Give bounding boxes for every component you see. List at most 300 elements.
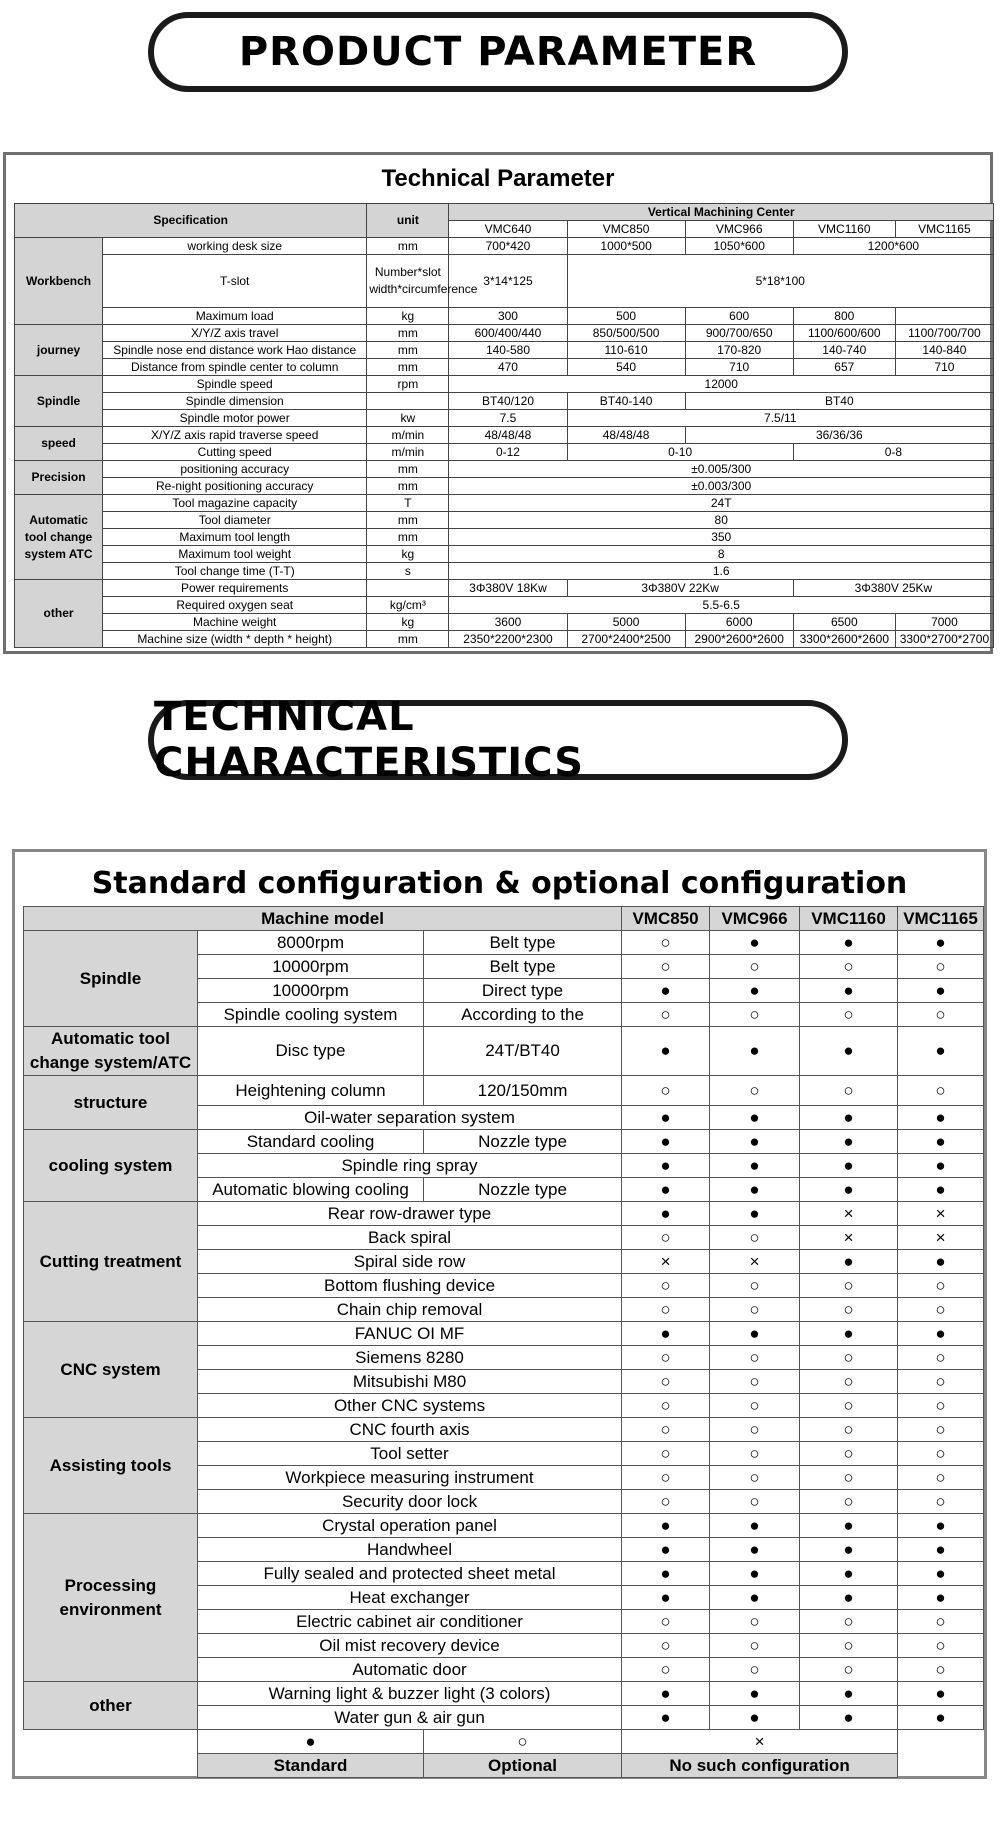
- config-mark: ●: [710, 1106, 800, 1130]
- feature-type: 120/150mm: [424, 1076, 622, 1106]
- table-row: [15, 495, 994, 512]
- param-name: Machine weight: [103, 614, 367, 631]
- config-mark: ○: [898, 1466, 984, 1490]
- feature-name: Water gun & air gun: [198, 1706, 622, 1730]
- param-value: 710: [685, 359, 793, 376]
- feature-name: Rear row-drawer type: [198, 1202, 622, 1226]
- config-mark: ●: [710, 1562, 800, 1586]
- group-label: Spindle: [15, 376, 103, 427]
- param-value: 140-740: [793, 342, 895, 359]
- table-row: [15, 393, 994, 410]
- table-row: [15, 376, 994, 393]
- feature-name: FANUC OI MF: [198, 1322, 622, 1346]
- param-name: working desk size: [103, 238, 367, 255]
- config-mark: ●: [898, 1682, 984, 1706]
- config-mark: ○: [622, 1274, 710, 1298]
- group-label: structure: [24, 1076, 198, 1130]
- spec-header: Specification: [15, 204, 367, 238]
- param-value: 48/48/48: [449, 427, 567, 444]
- param-unit: mm: [367, 461, 449, 478]
- legend-optional-symbol: ○: [424, 1730, 622, 1754]
- config-mark: ○: [622, 1490, 710, 1514]
- config-mark: ○: [800, 1490, 898, 1514]
- table-row: [15, 427, 994, 444]
- feature-name: 10000rpm: [198, 955, 424, 979]
- param-name: Maximum load: [103, 308, 367, 325]
- param-value: 3Φ380V 22Kw: [567, 580, 793, 597]
- param-value: 48/48/48: [567, 427, 685, 444]
- legend-none-symbol: ×: [622, 1730, 898, 1754]
- param-value: 7000: [895, 614, 993, 631]
- param-value: 5000: [567, 614, 685, 631]
- param-unit: mm: [367, 359, 449, 376]
- config-mark: ●: [800, 1682, 898, 1706]
- table-row: [24, 907, 984, 931]
- param-unit: kg: [367, 614, 449, 631]
- feature-name: Crystal operation panel: [198, 1514, 622, 1538]
- param-unit: m/min: [367, 427, 449, 444]
- config-mark: ○: [622, 1610, 710, 1634]
- feature-name: Electric cabinet air conditioner: [198, 1610, 622, 1634]
- param-value: 3Φ380V 18Kw: [449, 580, 567, 597]
- config-mark: ×: [898, 1226, 984, 1250]
- param-unit: m/min: [367, 444, 449, 461]
- table-row: [15, 512, 994, 529]
- config-mark: ○: [800, 1346, 898, 1370]
- config-mark: ○: [710, 1274, 800, 1298]
- config-mark: ○: [898, 1370, 984, 1394]
- feature-name: Tool setter: [198, 1442, 622, 1466]
- model-header: VMC1165: [898, 907, 984, 931]
- param-value: 36/36/36: [685, 427, 993, 444]
- config-mark: ○: [898, 1003, 984, 1027]
- technical-parameter-panel: [3, 152, 993, 654]
- configuration-panel: [12, 849, 987, 1779]
- group-label: Assisting tools: [24, 1418, 198, 1514]
- feature-name: Handwheel: [198, 1538, 622, 1562]
- config-mark: ●: [710, 931, 800, 955]
- config-mark: ○: [800, 1466, 898, 1490]
- config-mark: ●: [800, 1130, 898, 1154]
- config-mark: ●: [898, 1322, 984, 1346]
- param-value: 80: [449, 512, 994, 529]
- config-mark: ●: [800, 1322, 898, 1346]
- model-header: VMC850: [622, 907, 710, 931]
- param-value: 1000*500: [567, 238, 685, 255]
- config-mark: ○: [622, 1394, 710, 1418]
- config-mark: ●: [898, 1027, 984, 1076]
- feature-type: Nozzle type: [424, 1130, 622, 1154]
- config-mark: ○: [898, 1274, 984, 1298]
- table-row: [15, 580, 994, 597]
- group-label: other: [15, 580, 103, 648]
- config-mark: ●: [710, 1586, 800, 1610]
- config-mark: ○: [898, 1442, 984, 1466]
- param-value: 2700*2400*2500: [567, 631, 685, 648]
- table-row: [15, 255, 994, 308]
- config-mark: ○: [710, 1076, 800, 1106]
- param-value: 3*14*125: [449, 255, 567, 308]
- group-label: speed: [15, 427, 103, 461]
- feature-name: Automatic door: [198, 1658, 622, 1682]
- param-value: 2350*2200*2300: [449, 631, 567, 648]
- param-value: 2900*2600*2600: [685, 631, 793, 648]
- param-unit: mm: [367, 325, 449, 342]
- legend-label-row: [24, 1754, 984, 1778]
- technical-characteristics-heading: TECHNICAL CHARACTERISTICS: [154, 694, 585, 786]
- table-row: [15, 342, 994, 359]
- config-mark: ○: [898, 1346, 984, 1370]
- table-row: [15, 308, 994, 325]
- config-mark: ●: [710, 979, 800, 1003]
- config-mark: ○: [622, 1418, 710, 1442]
- group-label: Workbench: [15, 238, 103, 325]
- param-value: 900/700/650: [685, 325, 793, 342]
- config-mark: ×: [710, 1250, 800, 1274]
- param-unit: rpm: [367, 376, 449, 393]
- config-mark: ●: [800, 1250, 898, 1274]
- param-value: BT40/120: [449, 393, 567, 410]
- param-value: 8: [449, 546, 994, 563]
- legend-optional-label: Optional: [424, 1754, 622, 1778]
- feature-name: Spindle ring spray: [198, 1154, 622, 1178]
- param-value: 1050*600: [685, 238, 793, 255]
- group-label: other: [24, 1682, 198, 1730]
- table-row: [15, 461, 994, 478]
- config-mark: ●: [898, 1178, 984, 1202]
- config-mark: ○: [898, 1610, 984, 1634]
- config-mark: ●: [800, 1154, 898, 1178]
- config-mark: ●: [800, 979, 898, 1003]
- config-mark: ●: [622, 1682, 710, 1706]
- param-value: 6500: [793, 614, 895, 631]
- legend-spacer: [24, 1754, 198, 1778]
- param-value: BT40: [685, 393, 993, 410]
- feature-name: Security door lock: [198, 1490, 622, 1514]
- table-row: [15, 478, 994, 495]
- config-mark: ○: [710, 1003, 800, 1027]
- table-row: [15, 563, 994, 580]
- feature-name: Spindle cooling system: [198, 1003, 424, 1027]
- table-row: [15, 631, 994, 648]
- group-label: CNC system: [24, 1322, 198, 1418]
- table-row: [24, 1682, 984, 1706]
- config-mark: ●: [800, 1562, 898, 1586]
- config-mark: ○: [800, 1076, 898, 1106]
- param-value: 350: [449, 529, 994, 546]
- config-mark: ○: [898, 1658, 984, 1682]
- config-mark: ○: [622, 1442, 710, 1466]
- feature-name: Disc type: [198, 1027, 424, 1076]
- param-name: Distance from spindle center to column: [103, 359, 367, 376]
- config-mark: ○: [800, 1003, 898, 1027]
- config-mark: ○: [800, 1298, 898, 1322]
- config-mark: ●: [898, 1130, 984, 1154]
- config-mark: ●: [898, 1586, 984, 1610]
- param-value: 600: [685, 308, 793, 325]
- config-mark: ●: [622, 1202, 710, 1226]
- config-mark: ○: [800, 1394, 898, 1418]
- config-mark: ●: [710, 1178, 800, 1202]
- table-row: [15, 359, 994, 376]
- config-mark: ○: [800, 1610, 898, 1634]
- config-mark: ○: [898, 955, 984, 979]
- param-value: 1200*600: [793, 238, 993, 255]
- config-mark: ○: [622, 1226, 710, 1250]
- config-mark: ×: [800, 1226, 898, 1250]
- technical-parameter-table: [14, 203, 994, 648]
- feature-name: Heat exchanger: [198, 1586, 622, 1610]
- param-value: 500: [567, 308, 685, 325]
- config-mark: ○: [898, 1418, 984, 1442]
- config-mark: ●: [800, 1706, 898, 1730]
- feature-name: Standard cooling: [198, 1130, 424, 1154]
- config-mark: ○: [800, 1418, 898, 1442]
- config-mark: ○: [800, 1658, 898, 1682]
- table-row: [15, 444, 994, 461]
- config-mark: ●: [622, 1322, 710, 1346]
- config-mark: ○: [710, 1394, 800, 1418]
- config-mark: ●: [898, 979, 984, 1003]
- config-mark: ●: [710, 1027, 800, 1076]
- param-value: 800: [793, 308, 895, 325]
- vmc-header: Vertical Machining Center: [449, 204, 994, 221]
- config-mark: ●: [622, 1106, 710, 1130]
- param-unit: [367, 393, 449, 410]
- group-label: journey: [15, 325, 103, 376]
- param-name: Tool change time (T-T): [103, 563, 367, 580]
- param-name: positioning accuracy: [103, 461, 367, 478]
- param-value: 540: [567, 359, 685, 376]
- param-unit: [367, 580, 449, 597]
- machine-model-header: Machine model: [24, 907, 622, 931]
- feature-type: According to the: [424, 1003, 622, 1027]
- config-mark: ●: [622, 1130, 710, 1154]
- param-value: 0-8: [793, 444, 993, 461]
- table-row: [15, 204, 994, 221]
- param-unit: mm: [367, 631, 449, 648]
- model-header: VMC966: [685, 221, 793, 238]
- config-mark: ●: [622, 1706, 710, 1730]
- feature-name: 8000rpm: [198, 931, 424, 955]
- param-value: 140-840: [895, 342, 993, 359]
- param-value: 0-10: [567, 444, 793, 461]
- config-mark: ●: [622, 1027, 710, 1076]
- config-mark: ○: [898, 1634, 984, 1658]
- legend-spacer: [898, 1730, 984, 1754]
- param-unit: kg: [367, 308, 449, 325]
- config-mark: ○: [622, 1370, 710, 1394]
- feature-type: Belt type: [424, 931, 622, 955]
- group-label: Spindle: [24, 931, 198, 1027]
- config-mark: ●: [898, 1154, 984, 1178]
- config-mark: ●: [622, 979, 710, 1003]
- feature-name: Oil-water separation system: [198, 1106, 622, 1130]
- config-mark: ●: [622, 1562, 710, 1586]
- param-value: ±0.003/300: [449, 478, 994, 495]
- config-mark: ●: [898, 1538, 984, 1562]
- technical-parameter-title: Technical Parameter: [381, 165, 615, 192]
- config-mark: ○: [710, 1346, 800, 1370]
- param-value: 850/500/500: [567, 325, 685, 342]
- technical-characteristics-banner: [148, 694, 848, 786]
- feature-name: Spiral side row: [198, 1250, 622, 1274]
- param-name: Spindle speed: [103, 376, 367, 393]
- param-name: T-slot: [103, 255, 367, 308]
- legend-none-label: No such configuration: [622, 1754, 898, 1778]
- param-value: 5*18*100: [567, 255, 993, 308]
- param-unit: mm: [367, 342, 449, 359]
- config-mark: ●: [800, 931, 898, 955]
- config-mark: ●: [800, 1106, 898, 1130]
- feature-name: Chain chip removal: [198, 1298, 622, 1322]
- group-label: Cutting treatment: [24, 1202, 198, 1322]
- config-mark: ●: [800, 1027, 898, 1076]
- param-value: ±0.005/300: [449, 461, 994, 478]
- param-unit: mm: [367, 529, 449, 546]
- config-mark: ○: [710, 1610, 800, 1634]
- param-unit: s: [367, 563, 449, 580]
- param-unit: kg: [367, 546, 449, 563]
- config-mark: ○: [622, 1466, 710, 1490]
- param-value: 0-12: [449, 444, 567, 461]
- config-mark: ×: [800, 1202, 898, 1226]
- param-name: Spindle motor power: [103, 410, 367, 427]
- param-name: Maximum tool weight: [103, 546, 367, 563]
- param-value: 7.5/11: [567, 410, 993, 427]
- param-value: 600/400/440: [449, 325, 567, 342]
- param-name: Required oxygen seat: [103, 597, 367, 614]
- config-mark: ○: [710, 1370, 800, 1394]
- param-value: 3300*2700*2700: [895, 631, 993, 648]
- param-value: 24T: [449, 495, 994, 512]
- legend-standard-symbol: ●: [198, 1730, 424, 1754]
- model-header: VMC966: [710, 907, 800, 931]
- param-unit: mm: [367, 512, 449, 529]
- config-mark: ○: [710, 1418, 800, 1442]
- config-mark: ●: [710, 1682, 800, 1706]
- config-mark: ●: [710, 1130, 800, 1154]
- config-mark: ●: [710, 1202, 800, 1226]
- config-mark: ○: [710, 1442, 800, 1466]
- legend-spacer: [24, 1730, 198, 1754]
- param-unit: T: [367, 495, 449, 512]
- param-name: Spindle dimension: [103, 393, 367, 410]
- param-value: 710: [895, 359, 993, 376]
- feature-name: Workpiece measuring instrument: [198, 1466, 622, 1490]
- product-parameter-heading: PRODUCT PARAMETER: [238, 29, 758, 75]
- table-row: [15, 325, 994, 342]
- param-value: 700*420: [449, 238, 567, 255]
- feature-name: Automatic blowing cooling: [198, 1178, 424, 1202]
- config-mark: ●: [898, 1106, 984, 1130]
- config-mark: ○: [622, 955, 710, 979]
- param-value: 470: [449, 359, 567, 376]
- config-mark: ○: [800, 955, 898, 979]
- config-mark: ●: [800, 1514, 898, 1538]
- config-mark: ●: [622, 1154, 710, 1178]
- table-row: [24, 1130, 984, 1154]
- param-name: Machine size (width * depth * height): [103, 631, 367, 648]
- feature-type: Nozzle type: [424, 1178, 622, 1202]
- param-value: 300: [449, 308, 567, 325]
- feature-name: Bottom flushing device: [198, 1274, 622, 1298]
- table-row: [15, 238, 994, 255]
- config-mark: ●: [800, 1538, 898, 1562]
- model-header: VMC1165: [895, 221, 993, 238]
- param-name: X/Y/Z axis travel: [103, 325, 367, 342]
- config-mark: ●: [898, 1562, 984, 1586]
- config-mark: ○: [622, 1346, 710, 1370]
- param-value: 3Φ380V 25Kw: [793, 580, 993, 597]
- param-name: Cutting speed: [103, 444, 367, 461]
- table-row: [24, 1322, 984, 1346]
- config-mark: ●: [898, 1250, 984, 1274]
- config-mark: ○: [898, 1490, 984, 1514]
- legend-spacer: [898, 1754, 984, 1778]
- config-mark: ○: [710, 1226, 800, 1250]
- config-mark: ●: [898, 1514, 984, 1538]
- config-mark: ○: [710, 1466, 800, 1490]
- config-mark: ○: [622, 1076, 710, 1106]
- table-row: [24, 1027, 984, 1076]
- config-mark: ●: [710, 1322, 800, 1346]
- table-row: [15, 529, 994, 546]
- group-label: Automatic tool change system ATC: [15, 495, 103, 580]
- table-row: [24, 1202, 984, 1226]
- config-mark: ○: [622, 1003, 710, 1027]
- unit-header: unit: [367, 204, 449, 238]
- config-mark: ●: [710, 1538, 800, 1562]
- feature-name: Oil mist recovery device: [198, 1634, 622, 1658]
- config-mark: ●: [710, 1154, 800, 1178]
- model-header: VMC1160: [800, 907, 898, 931]
- param-value: 12000: [449, 376, 994, 393]
- config-mark: ○: [800, 1634, 898, 1658]
- config-mark: ○: [622, 931, 710, 955]
- config-mark: ×: [898, 1202, 984, 1226]
- config-mark: ●: [622, 1538, 710, 1562]
- param-name: Re-night positioning accuracy: [103, 478, 367, 495]
- configuration-title: Standard configuration & optional configuration: [91, 866, 908, 901]
- param-value: 657: [793, 359, 895, 376]
- config-mark: ●: [800, 1178, 898, 1202]
- feature-type: Belt type: [424, 955, 622, 979]
- table-row: [24, 931, 984, 955]
- param-unit: mm: [367, 478, 449, 495]
- table-row: [24, 1418, 984, 1442]
- param-value: 3300*2600*2600: [793, 631, 895, 648]
- config-mark: ●: [898, 931, 984, 955]
- config-mark: ×: [622, 1250, 710, 1274]
- param-value: 6000: [685, 614, 793, 631]
- param-unit: kg/cm³: [367, 597, 449, 614]
- param-value: [895, 308, 993, 325]
- table-row: [15, 597, 994, 614]
- group-label: Automatic tool change system/ATC: [24, 1027, 198, 1076]
- feature-name: 10000rpm: [198, 979, 424, 1003]
- config-mark: ●: [710, 1706, 800, 1730]
- feature-type: Direct type: [424, 979, 622, 1003]
- config-mark: ●: [710, 1514, 800, 1538]
- config-mark: ○: [898, 1298, 984, 1322]
- config-mark: ○: [622, 1658, 710, 1682]
- param-unit: kw: [367, 410, 449, 427]
- table-row: [15, 614, 994, 631]
- model-header: VMC850: [567, 221, 685, 238]
- feature-type: 24T/BT40: [424, 1027, 622, 1076]
- param-name: Spindle nose end distance work Hao distance: [103, 342, 367, 359]
